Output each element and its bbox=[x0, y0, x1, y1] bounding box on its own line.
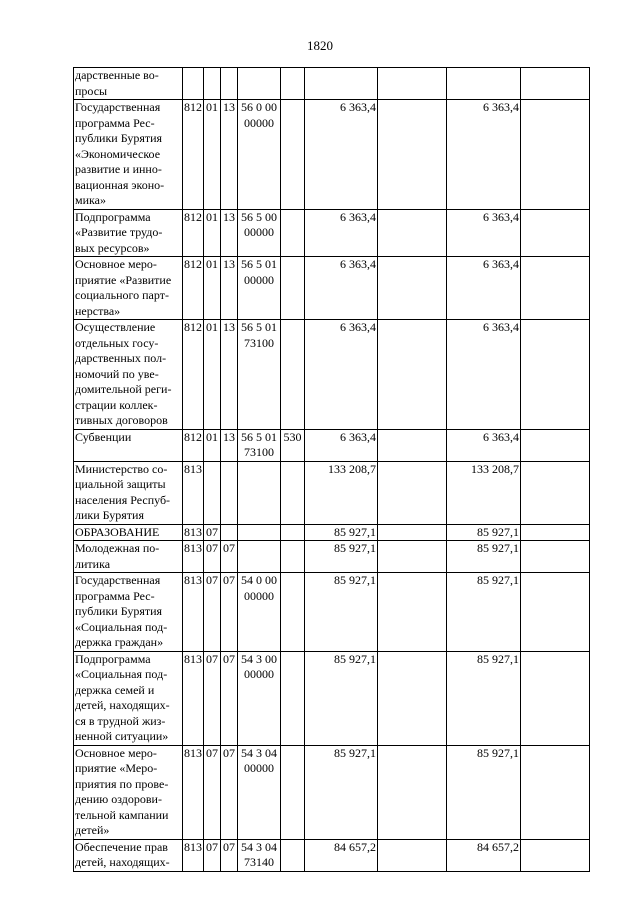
expense-type-cell bbox=[281, 100, 305, 210]
amount-cell bbox=[305, 68, 378, 100]
subsection-code-cell bbox=[221, 209, 238, 257]
empty-amount-cell bbox=[378, 68, 447, 100]
expense-type-cell bbox=[281, 651, 305, 745]
expense-type-cell bbox=[281, 257, 305, 320]
expense-type-cell-text: 530 bbox=[283, 429, 302, 444]
subsection-code-cell bbox=[221, 573, 238, 652]
row-name-cell-text: Основное меро- приятие «Меро- приятия по прове- дению оздорови- тельной кампании детей» bbox=[75, 745, 169, 837]
empty-amount-cell bbox=[521, 320, 590, 430]
amount-total-cell bbox=[447, 320, 521, 430]
section-code-cell bbox=[204, 651, 221, 745]
target-article-cell-text: 56 5 01 73100 bbox=[241, 429, 277, 459]
amount-total-cell-text: 6 363,4 bbox=[483, 209, 519, 224]
target-article-cell-text: 54 0 00 00000 bbox=[241, 573, 277, 603]
grbs-code-cell-text: 812 bbox=[184, 320, 202, 334]
row-name-cell bbox=[74, 524, 183, 541]
expense-type-cell bbox=[281, 320, 305, 430]
grbs-code-cell-text: 813 bbox=[184, 651, 202, 666]
section-code-cell bbox=[204, 429, 221, 461]
grbs-code-cell-text: 812 bbox=[184, 257, 202, 271]
section-code-cell bbox=[204, 100, 221, 210]
subsection-code-cell bbox=[221, 320, 238, 430]
grbs-code-cell-text: 813 bbox=[184, 461, 202, 476]
row-name-cell bbox=[74, 541, 183, 573]
section-code-cell bbox=[204, 541, 221, 573]
amount-total-cell bbox=[447, 573, 521, 652]
empty-amount-cell bbox=[521, 100, 590, 210]
grbs-code-cell bbox=[183, 100, 204, 210]
amount-total-cell-text: 133 208,7 bbox=[471, 461, 519, 476]
target-article-cell-text: 56 5 01 00000 bbox=[241, 257, 277, 287]
subsection-code-cell-text: 07 bbox=[223, 839, 235, 854]
target-article-cell bbox=[238, 320, 281, 430]
target-article-cell bbox=[238, 745, 281, 839]
grbs-code-cell bbox=[183, 429, 204, 461]
row-name-cell-text: Министерство со- циальной защиты населения Респуб- лики Бурятия bbox=[75, 461, 171, 522]
empty-amount-cell bbox=[521, 839, 590, 871]
section-code-cell bbox=[204, 320, 221, 430]
section-code-cell bbox=[204, 573, 221, 652]
amount-total-cell bbox=[447, 209, 521, 257]
row-name-cell-text: Осуществление отдельных госу- дарственных пол- номочий по уве- домительной реги- страции коллек- тивных договоров bbox=[75, 320, 172, 427]
section-code-cell-text: 07 bbox=[206, 573, 218, 587]
amount-cell bbox=[305, 429, 378, 461]
amount-total-cell-text: 6 363,4 bbox=[483, 100, 519, 114]
grbs-code-cell-text: 813 bbox=[184, 839, 202, 854]
row-name-cell-text: ОБРАЗОВАНИЕ bbox=[75, 524, 160, 539]
amount-cell bbox=[305, 524, 378, 541]
section-code-cell-text: 01 bbox=[206, 209, 218, 224]
subsection-code-cell-text: 07 bbox=[223, 745, 235, 760]
section-code-cell bbox=[204, 745, 221, 839]
amount-cell-text: 85 927,1 bbox=[334, 573, 376, 587]
amount-total-cell-text: 6 363,4 bbox=[483, 320, 519, 334]
row-name-cell-text: Государственная программа Рес- публики Бурятия «Социальная под- держка граждан» bbox=[75, 573, 168, 649]
amount-cell bbox=[305, 651, 378, 745]
amount-total-cell-text: 85 927,1 bbox=[477, 651, 519, 666]
table-row bbox=[74, 541, 590, 573]
expense-type-cell bbox=[281, 745, 305, 839]
page-number: 1820 bbox=[307, 38, 333, 53]
empty-amount-cell bbox=[378, 320, 447, 430]
subsection-code-cell bbox=[221, 541, 238, 573]
subsection-code-cell bbox=[221, 651, 238, 745]
amount-cell-text: 85 927,1 bbox=[334, 651, 376, 666]
target-article-cell bbox=[238, 573, 281, 652]
target-article-cell bbox=[238, 461, 281, 524]
empty-amount-cell bbox=[378, 429, 447, 461]
amount-cell-text: 6 363,4 bbox=[340, 320, 376, 334]
row-name-cell bbox=[74, 68, 183, 100]
expense-type-cell bbox=[281, 68, 305, 100]
section-code-cell bbox=[204, 524, 221, 541]
table-row bbox=[74, 68, 590, 100]
amount-total-cell bbox=[447, 541, 521, 573]
amount-cell-text: 6 363,4 bbox=[340, 429, 376, 444]
budget-table bbox=[73, 67, 590, 872]
amount-cell-text: 85 927,1 bbox=[334, 745, 376, 760]
grbs-code-cell bbox=[183, 461, 204, 524]
expense-type-cell bbox=[281, 429, 305, 461]
section-code-cell-text: 07 bbox=[206, 651, 218, 666]
subsection-code-cell bbox=[221, 257, 238, 320]
amount-cell-text: 84 657,2 bbox=[334, 839, 376, 854]
target-article-cell-text: 54 3 00 00000 bbox=[241, 651, 277, 681]
empty-amount-cell bbox=[521, 573, 590, 652]
grbs-code-cell-text: 813 bbox=[184, 573, 202, 587]
amount-cell bbox=[305, 839, 378, 871]
empty-amount-cell bbox=[521, 651, 590, 745]
subsection-code-cell bbox=[221, 745, 238, 839]
target-article-cell-text: 56 0 00 00000 bbox=[241, 100, 277, 130]
table-row bbox=[74, 573, 590, 652]
empty-amount-cell bbox=[378, 651, 447, 745]
amount-total-cell bbox=[447, 68, 521, 100]
row-name-cell bbox=[74, 461, 183, 524]
amount-total-cell bbox=[447, 839, 521, 871]
amount-cell bbox=[305, 745, 378, 839]
target-article-cell bbox=[238, 257, 281, 320]
grbs-code-cell-text: 812 bbox=[184, 100, 202, 114]
row-name-cell bbox=[74, 100, 183, 210]
amount-cell bbox=[305, 320, 378, 430]
amount-cell bbox=[305, 257, 378, 320]
subsection-code-cell-text: 07 bbox=[223, 541, 235, 555]
section-code-cell-text: 07 bbox=[206, 839, 218, 854]
amount-cell-text: 6 363,4 bbox=[340, 100, 376, 114]
grbs-code-cell bbox=[183, 651, 204, 745]
row-name-cell bbox=[74, 573, 183, 652]
amount-total-cell-text: 6 363,4 bbox=[483, 429, 519, 444]
subsection-code-cell bbox=[221, 429, 238, 461]
amount-total-cell-text: 85 927,1 bbox=[477, 541, 519, 555]
amount-total-cell bbox=[447, 100, 521, 210]
empty-amount-cell bbox=[378, 209, 447, 257]
target-article-cell bbox=[238, 68, 281, 100]
subsection-code-cell-text: 13 bbox=[223, 429, 235, 444]
target-article-cell-text: 56 5 00 00000 bbox=[241, 209, 277, 239]
row-name-cell-text: Основное меро- приятие «Развитие социального парт- нерства» bbox=[75, 257, 172, 318]
target-article-cell-text: 56 5 01 73100 bbox=[241, 320, 277, 350]
expense-type-cell bbox=[281, 524, 305, 541]
empty-amount-cell bbox=[378, 257, 447, 320]
empty-amount-cell bbox=[521, 68, 590, 100]
grbs-code-cell-text: 813 bbox=[184, 541, 202, 555]
section-code-cell-text: 07 bbox=[206, 524, 218, 539]
amount-cell bbox=[305, 573, 378, 652]
amount-total-cell-text: 85 927,1 bbox=[477, 573, 519, 587]
section-code-cell-text: 01 bbox=[206, 320, 218, 334]
amount-cell bbox=[305, 100, 378, 210]
row-name-cell bbox=[74, 429, 183, 461]
empty-amount-cell bbox=[521, 209, 590, 257]
table-row bbox=[74, 745, 590, 839]
empty-amount-cell bbox=[378, 839, 447, 871]
grbs-code-cell bbox=[183, 745, 204, 839]
section-code-cell bbox=[204, 209, 221, 257]
row-name-cell bbox=[74, 320, 183, 430]
section-code-cell-text: 01 bbox=[206, 100, 218, 114]
expense-type-cell bbox=[281, 573, 305, 652]
grbs-code-cell bbox=[183, 257, 204, 320]
row-name-cell-text: дарственные во- просы bbox=[75, 68, 159, 98]
target-article-cell-text: 54 3 04 00000 bbox=[241, 745, 277, 775]
target-article-cell bbox=[238, 541, 281, 573]
grbs-code-cell-text: 813 bbox=[184, 524, 202, 539]
section-code-cell-text: 07 bbox=[206, 541, 218, 555]
empty-amount-cell bbox=[521, 745, 590, 839]
target-article-cell-text: 54 3 04 73140 bbox=[241, 839, 277, 869]
amount-cell-text: 6 363,4 bbox=[340, 209, 376, 224]
grbs-code-cell-text: 812 bbox=[184, 209, 202, 224]
empty-amount-cell bbox=[521, 541, 590, 573]
section-code-cell-text: 07 bbox=[206, 745, 218, 760]
section-code-cell-text: 01 bbox=[206, 429, 218, 444]
empty-amount-cell bbox=[521, 524, 590, 541]
subsection-code-cell bbox=[221, 524, 238, 541]
target-article-cell bbox=[238, 524, 281, 541]
subsection-code-cell bbox=[221, 839, 238, 871]
amount-total-cell-text: 6 363,4 bbox=[483, 257, 519, 271]
row-name-cell bbox=[74, 651, 183, 745]
subsection-code-cell-text: 13 bbox=[223, 257, 235, 271]
amount-cell-text: 6 363,4 bbox=[340, 257, 376, 271]
amount-cell bbox=[305, 209, 378, 257]
empty-amount-cell bbox=[378, 573, 447, 652]
amount-total-cell bbox=[447, 429, 521, 461]
empty-amount-cell bbox=[378, 541, 447, 573]
section-code-cell bbox=[204, 461, 221, 524]
empty-amount-cell bbox=[521, 257, 590, 320]
subsection-code-cell-text: 13 bbox=[223, 320, 235, 334]
grbs-code-cell bbox=[183, 839, 204, 871]
row-name-cell bbox=[74, 257, 183, 320]
amount-total-cell-text: 85 927,1 bbox=[477, 745, 519, 760]
grbs-code-cell bbox=[183, 524, 204, 541]
table-row bbox=[74, 257, 590, 320]
row-name-cell bbox=[74, 209, 183, 257]
empty-amount-cell bbox=[378, 461, 447, 524]
grbs-code-cell bbox=[183, 541, 204, 573]
section-code-cell bbox=[204, 257, 221, 320]
grbs-code-cell bbox=[183, 68, 204, 100]
subsection-code-cell bbox=[221, 68, 238, 100]
subsection-code-cell-text: 13 bbox=[223, 209, 235, 224]
target-article-cell bbox=[238, 429, 281, 461]
row-name-cell bbox=[74, 839, 183, 871]
table-row bbox=[74, 209, 590, 257]
expense-type-cell bbox=[281, 541, 305, 573]
amount-total-cell bbox=[447, 651, 521, 745]
expense-type-cell bbox=[281, 839, 305, 871]
target-article-cell bbox=[238, 100, 281, 210]
row-name-cell-text: Молодежная по- литика bbox=[75, 541, 160, 571]
table-row bbox=[74, 461, 590, 524]
table-row bbox=[74, 839, 590, 871]
grbs-code-cell bbox=[183, 573, 204, 652]
grbs-code-cell-text: 813 bbox=[184, 745, 202, 760]
subsection-code-cell-text: 07 bbox=[223, 651, 235, 666]
subsection-code-cell-text: 13 bbox=[223, 100, 235, 114]
empty-amount-cell bbox=[378, 524, 447, 541]
amount-total-cell bbox=[447, 257, 521, 320]
subsection-code-cell-text: 07 bbox=[223, 573, 235, 587]
section-code-cell bbox=[204, 68, 221, 100]
empty-amount-cell bbox=[378, 100, 447, 210]
row-name-cell-text: Обеспечение прав детей, находящих- bbox=[75, 839, 170, 869]
section-code-cell bbox=[204, 839, 221, 871]
table-row bbox=[74, 100, 590, 210]
row-name-cell-text: Подпрограмма «Социальная под- держка семей и детей, находящих- ся в трудной жиз- ненной ситуации» bbox=[75, 651, 170, 743]
subsection-code-cell bbox=[221, 100, 238, 210]
amount-total-cell-text: 84 657,2 bbox=[477, 839, 519, 854]
row-name-cell-text: Подпрограмма «Развитие трудо- вых ресурсов» bbox=[75, 209, 163, 255]
amount-total-cell-text: 85 927,1 bbox=[477, 524, 519, 539]
table-row bbox=[74, 651, 590, 745]
section-code-cell-text: 01 bbox=[206, 257, 218, 271]
amount-cell-text: 85 927,1 bbox=[334, 541, 376, 555]
table-row bbox=[74, 429, 590, 461]
expense-type-cell bbox=[281, 461, 305, 524]
amount-total-cell bbox=[447, 745, 521, 839]
amount-cell bbox=[305, 461, 378, 524]
target-article-cell bbox=[238, 209, 281, 257]
table-row bbox=[74, 524, 590, 541]
amount-cell bbox=[305, 541, 378, 573]
empty-amount-cell bbox=[521, 461, 590, 524]
table-row bbox=[74, 320, 590, 430]
expense-type-cell bbox=[281, 209, 305, 257]
grbs-code-cell-text: 812 bbox=[184, 429, 202, 444]
target-article-cell bbox=[238, 839, 281, 871]
empty-amount-cell bbox=[521, 429, 590, 461]
row-name-cell-text: Субвенции bbox=[75, 429, 132, 444]
amount-total-cell bbox=[447, 524, 521, 541]
grbs-code-cell bbox=[183, 320, 204, 430]
grbs-code-cell bbox=[183, 209, 204, 257]
target-article-cell bbox=[238, 651, 281, 745]
row-name-cell-text: Государственная программа Рес- публики Бурятия «Экономическое развитие и инно- вационная эконо- мика» bbox=[75, 100, 165, 207]
row-name-cell bbox=[74, 745, 183, 839]
empty-amount-cell bbox=[378, 745, 447, 839]
amount-cell-text: 133 208,7 bbox=[328, 461, 376, 476]
amount-cell-text: 85 927,1 bbox=[334, 524, 376, 539]
subsection-code-cell bbox=[221, 461, 238, 524]
amount-total-cell bbox=[447, 461, 521, 524]
